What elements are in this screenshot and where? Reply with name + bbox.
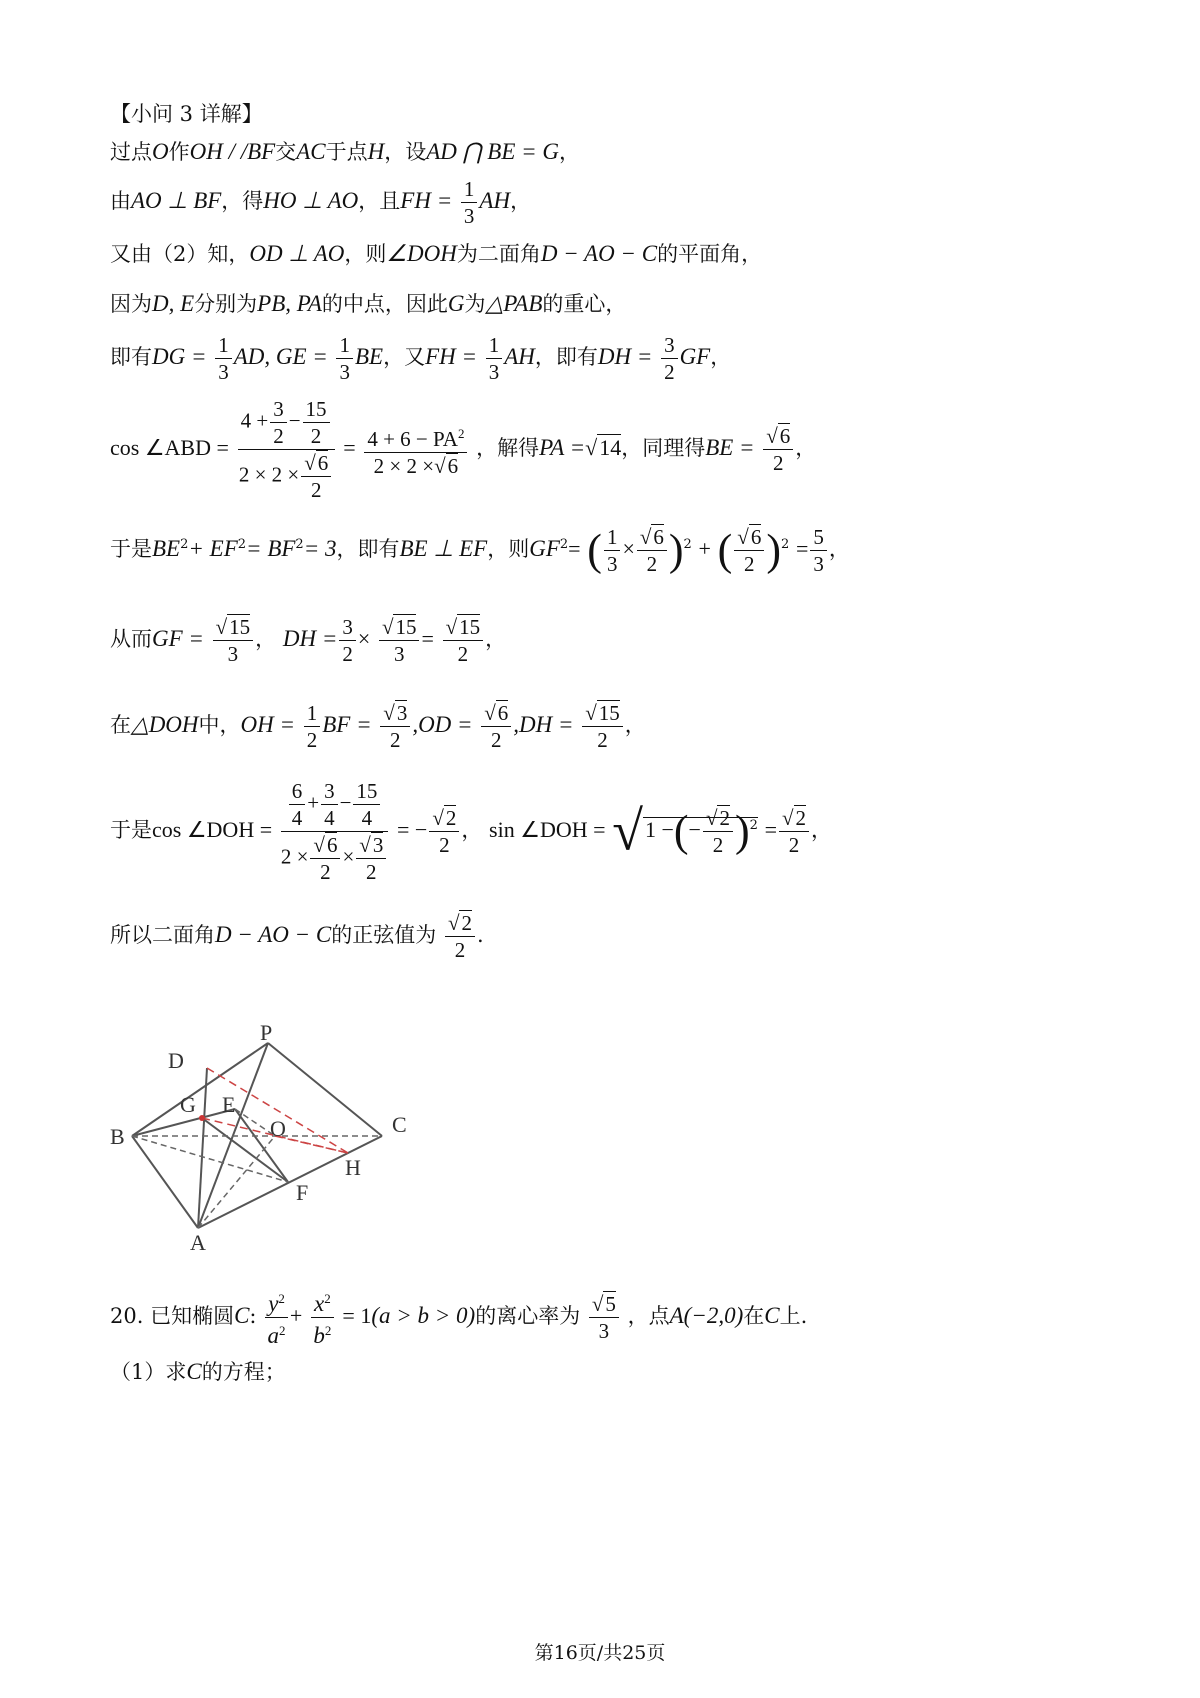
point-G [199, 1115, 205, 1121]
line-AO [198, 1136, 275, 1228]
label-P: P [260, 1020, 273, 1045]
solution-line-8: 从而GF = $\frac{√15}{3}$ ， DH = $\frac{3}{2}$ × $\frac{√15}{3}$ = $\frac{√15}{2}$ ， [110, 615, 507, 666]
big-fraction: 4 + $\frac{3}{2}$ − $\frac{15}{2}$ 2 × 2 × $\frac{√6}{2}$ [238, 396, 335, 503]
solution-line-7: 于是$BE^2+ EF^2= BF^2= 3$，即有BE ⊥ EF，则$GF^2=$ ( $\frac{1}{3}$ × $\frac{√6}{2}$ )$^2$ + ( $\frac{√6}{2}$ )$^2$ = $\frac{5}{3}$ ， [110, 525, 850, 576]
fraction: $\frac{1}{3}$ [215, 332, 232, 385]
fraction: $\frac{1}{3}$ [461, 176, 478, 229]
fraction: $\frac{4 + 6 - PA^2}{2 \times 2 \times√6}$ [364, 421, 467, 479]
fraction: $\frac{√6}{2}$ [763, 423, 793, 476]
label-F: F [296, 1180, 309, 1205]
solution-line-1: 过点O作OH / /BF交AC于点H，设AD ⋂ BE = G， [110, 139, 581, 164]
page-footer: 第16页/共25页 [534, 1642, 666, 1664]
label-G: G [180, 1092, 196, 1117]
solution-line-9: 在△DOH中，OH = $\frac{1}{2}$ BF = $\frac{√3}{2}$ ,OD = $\frac{√6}{2}$ ,DH = $\frac{√15}{2}$ ， [110, 701, 646, 752]
label-B: B [110, 1124, 125, 1149]
line-OH [275, 1136, 348, 1153]
fraction: $\frac{1}{3}$ [486, 332, 503, 385]
section-heading: 【小问 3 详解】 [110, 102, 263, 126]
big-fraction: $\frac{6}{4}$ + $\frac{3}{4}$ − $\frac{15}{4}$ 2 × $\frac{√6}{2}$ × $\frac{√3}{2}$ [281, 778, 389, 885]
solution-line-3: 又由（2）知，OD ⊥ AO，则∠DOH为二面角D − AO − C的平面角， [110, 241, 763, 266]
edge-PB [132, 1043, 268, 1136]
label-O: O [270, 1116, 286, 1141]
solution-line-10: 于是cos ∠DOH = $\frac{6}{4}$ + $\frac{3}{4}$ − $\frac{15}{4}$ 2 × $\frac{√6}{2}$ × $\frac{√3}{2}$ = − $\frac{√2}{2}$ ， sin ∠DOH = √1 −(− $\frac{√2}{2}$ )$^2$ = $\frac{√2}{2}$ ， [110, 779, 833, 884]
label-E: E [222, 1092, 236, 1117]
fraction: $\frac{3}{2}$ [661, 332, 678, 385]
line-DA [198, 1068, 207, 1228]
solution-line-5: 即有DG = $\frac{1}{3}$ AD, GE = $\frac{1}{3}$ BE，又FH = $\frac{1}{3}$ AH，即有DH = $\frac{3}{2}$ GF， [110, 333, 732, 384]
solution-line-2: 由AO ⊥ BF，得HO ⊥ AO，且FH = $\frac{1}{3}$ AH， [110, 177, 532, 228]
edge-BA [132, 1136, 198, 1228]
line-BF [132, 1136, 288, 1182]
solution-line-4: 因为D, E分别为PB, PA的中点，因此G为△PAB的重心， [110, 291, 627, 316]
solution-line-11: 所以二面角D − AO − C的正弦值为 $\frac{√2}{2}$ . [110, 911, 484, 962]
label-H: H [345, 1155, 361, 1180]
solution-line-6: cos ∠ABD = 4 + $\frac{3}{2}$ − $\frac{15}{2}$ 2 × 2 × $\frac{√6}{2}$ = $\frac{4 + 6 - PA^2}{2 \times 2 \times√6}$ ，解得PA =√14，同理得BE = $\frac{√6}{2}$ ， [110, 397, 817, 502]
label-C: C [392, 1112, 407, 1137]
question-20-part-1: （1）求C的方程； [110, 1359, 286, 1384]
question-20: 20. 已知椭圆C: $\frac{y^2}{a^2}$ + $\frac{x^2}{b^2}$ = 1(a > b > 0)的离心率为 $\frac{√5}{3}$ ，点A(−2,0)在C上. [110, 1286, 807, 1349]
edge-AC [198, 1136, 382, 1228]
label-D: D [168, 1048, 184, 1073]
label-A: A [190, 1230, 206, 1255]
fraction: $\frac{1}{3}$ [336, 332, 353, 385]
